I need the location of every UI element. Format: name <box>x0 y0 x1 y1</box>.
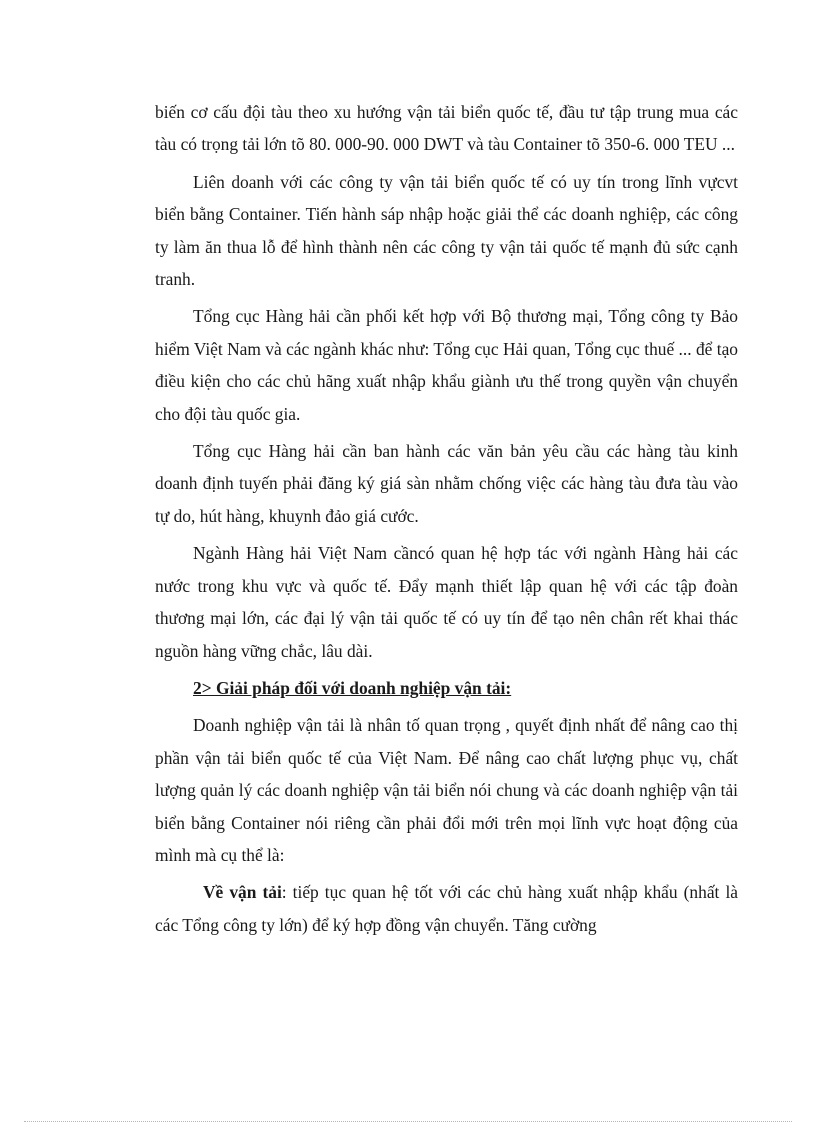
transport-lead: Về vận tải <box>203 882 282 903</box>
page-bottom-divider <box>24 1121 792 1122</box>
paragraph-intro: Doanh nghiệp vận tải là nhân tố quan trọng , quyết định nhất để nâng cao thị phần vận tải biển quốc tế của Việt Nam. Để nâng cao chất lượng phục vụ, chất lượng quản lý các doanh nghiệp vận tải biển nói chung và các doanh nghiệp vận tải biển bằng Container nói riêng cần phải đổi mới trên mọi lĩnh vực hoạt động của mình mà cụ thể là: <box>155 715 738 865</box>
paragraph-floor-price: Tổng cục Hàng hải cần ban hành các văn bản yêu cầu các hàng tàu kinh doanh định tuyến phải đăng ký giá sàn nhằm chống việc các hàng tàu đưa tàu vào tự do, hút hàng, khuynh đảo giá cước. <box>155 441 738 526</box>
document-page <box>155 96 738 946</box>
paragraph-transport <box>155 876 738 941</box>
section-heading: 2> Giải pháp đối với doanh nghiệp vận tải: <box>193 677 512 698</box>
transport-text: : tiếp tục quan hệ tốt với các chủ hàng xuất nhập khẩu (nhất là các Tổng công ty lớn) để ký hợp đồng vận chuyển. Tăng cường <box>155 882 738 935</box>
paragraph-coordination: Tổng cục Hàng hải cần phối kết hợp với Bộ thương mại, Tổng công ty Bảo hiểm Việt Nam và các ngành khác như: Tổng cục Hải quan, Tổng cục thuế ... để tạo điều kiện cho các chủ hãng xuất nhập khẩu giành ưu thế trong quyền vận chuyển cho đội tàu quốc gia. <box>155 306 738 424</box>
paragraph-joint-venture: Liên doanh với các công ty vận tải biển quốc tế có uy tín trong lĩnh vựcvt biển bằng Container. Tiến hành sáp nhập hoặc giải thể các doanh nghiệp, các công ty làm ăn thua lỗ để hình thành nên các công ty vận tải quốc tế mạnh đủ sức cạnh tranh. <box>155 171 738 290</box>
paragraph-continuation: biến cơ cấu đội tàu theo xu hướng vận tải biển quốc tế, đầu tư tập trung mua các tàu có trọng tải lớn tõ 80. 000-90. 000 DWT và tàu Container tõ 350-6. 000 TEU ... <box>155 102 738 155</box>
paragraph-cooperation: Ngành Hàng hải Việt Nam cầncó quan hệ hợp tác với ngành Hàng hải các nước trong khu vực và quốc tế. Đẩy mạnh thiết lập quan hệ với các tập đoàn thương mại lớn, các đại lý vận tải quốc tế có uy tín để tạo nên chân rết khai thác nguồn hàng vững chắc, lâu dài. <box>155 543 738 661</box>
